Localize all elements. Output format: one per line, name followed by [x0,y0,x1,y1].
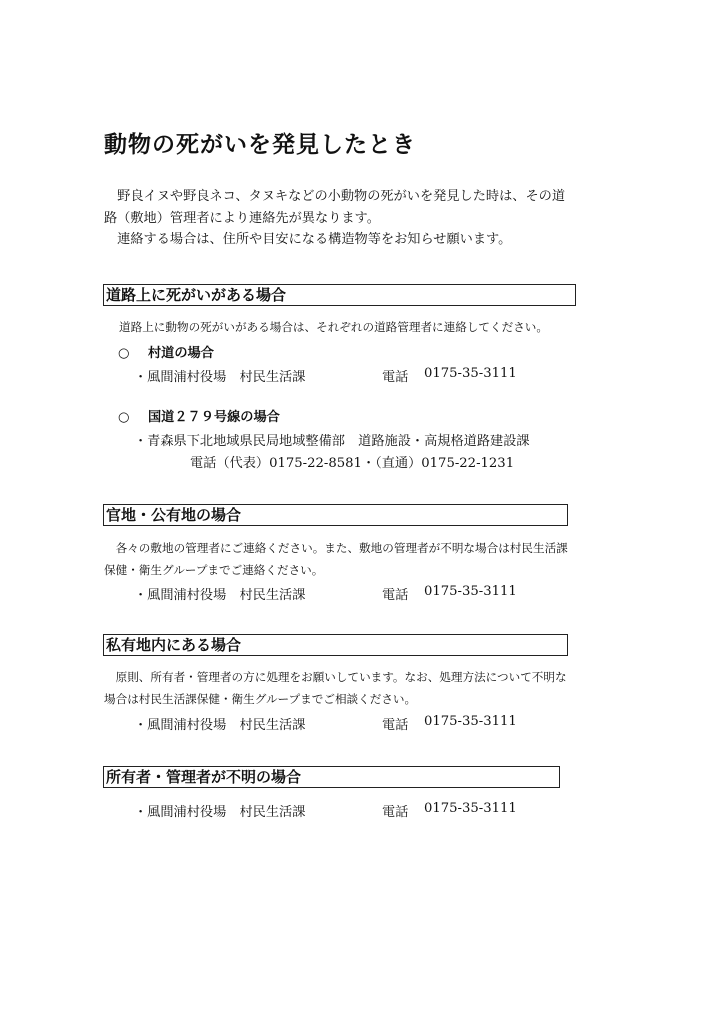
section-heading-private-land: 私有地内にある場合 [103,634,568,656]
intro-paragraph [104,186,565,251]
circle-bullet-icon: ○ [118,410,130,425]
contact-line [134,584,614,604]
tel-number: 0175-35-3111 [424,714,517,729]
text-line-2: 場合は村民生活課保健・衛生グループまでご相談ください。 [104,692,417,706]
intro-line-3: 連絡する場合は、住所や目安になる構造物等をお知らせ願います。 [104,232,512,247]
section-road-text: 道路上に動物の死がいがある場合は、それぞれの道路管理者に連絡してください。 [119,320,548,334]
tel-label: 電話 [382,588,409,603]
section-private-land-text [104,666,567,710]
text-line-1: 原則、所有者・管理者の方に処理をお願いしています。なお、処理方法について不明な [104,670,567,684]
tel-label: 電話 [382,718,409,733]
bullet-label: 国道２７９号線の場合 [148,410,280,425]
text-line-1: 各々の敷地の管理者にご連絡ください。また、敷地の管理者が不明な場合は村民生活課 [104,541,568,555]
contact-office: ・風間浦村役場 村民生活課 [134,718,306,733]
intro-line-2: 路（敷地）管理者により連絡先が異なります。 [104,210,380,226]
page-title: 動物の死がいを発見したとき [104,132,416,158]
contact-office: ・風間浦村役場 村民生活課 [134,805,306,820]
route-office-line: ・青森県下北地域県民局地域整備部 道路施設・高規格道路建設課 [134,434,530,449]
section-public-land-text [104,537,568,581]
tel-label: 電話 [382,805,409,820]
tel-number: 0175-35-3111 [424,366,517,381]
contact-office: ・風間浦村役場 村民生活課 [134,370,306,385]
bullet-village-road [118,342,214,361]
contact-line [134,801,614,821]
circle-bullet-icon: ○ [118,346,130,361]
tel-number: 0175-35-3111 [424,801,517,816]
intro-line-1: 野良イヌや野良ネコ、タヌキなどの小動物の死がいを発見した時は、その道 [104,189,566,204]
tel-label: 電話 [382,370,409,385]
contact-line [134,366,614,386]
route-tel-line: 電話（代表）0175-22-8581・（直通）0175-22-1231 [190,456,515,471]
section-heading-public-land: 官地・公有地の場合 [103,504,568,526]
section-heading-owner-unknown: 所有者・管理者が不明の場合 [103,766,560,788]
bullet-label: 村道の場合 [148,346,214,361]
bullet-national-route [118,406,280,425]
tel-number: 0175-35-3111 [424,584,517,599]
section-heading-road: 道路上に死がいがある場合 [103,284,576,306]
contact-office: ・風間浦村役場 村民生活課 [134,588,306,603]
text-line-2: 保健・衛生グループまでご連絡ください。 [104,563,324,577]
contact-line [134,714,614,734]
